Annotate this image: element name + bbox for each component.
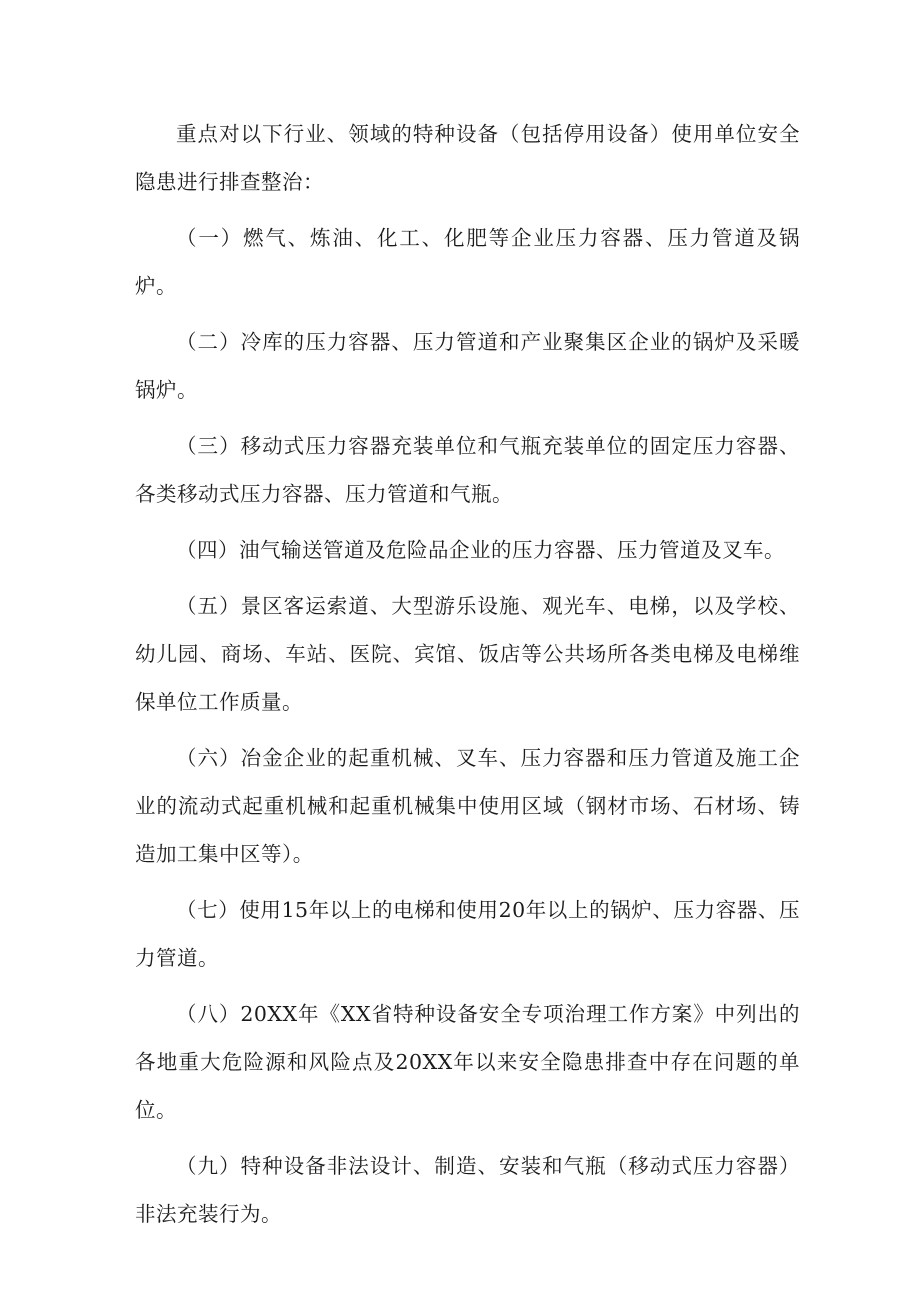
item-6-paragraph: （六）冶金企业的起重机械、叉车、压力容器和压力管道及施工企业的流动式起重机械和起重机械集中使用区域（钢材市场、石材场、铸造加工集中区等）。 — [135, 746, 800, 866]
item-9-paragraph: （九）特种设备非法设计、制造、安装和气瓶（移动式压力容器）非法充装行为。 — [135, 1154, 800, 1226]
item-1-paragraph: （一）燃气、炼油、化工、化肥等企业压力容器、压力管道及锅炉。 — [135, 226, 800, 298]
document-body — [135, 110, 800, 1246]
item-8-paragraph: （八）20XX年《XX省特种设备安全专项治理工作方案》中列出的各地重大危险源和风险点及20XX年以来安全隐患排查中存在问题的单位。 — [135, 1002, 800, 1122]
intro-paragraph: 重点对以下行业、领域的特种设备（包括停用设备）使用单位安全隐患进行排查整治： — [135, 122, 800, 194]
item-4-paragraph: （四）油气输送管道及危险品企业的压力容器、压力管道及叉车。 — [176, 538, 785, 562]
item-7-paragraph: （七）使用15年以上的电梯和使用20年以上的锅炉、压力容器、压力管道。 — [135, 898, 800, 970]
item-5-paragraph: （五）景区客运索道、大型游乐设施、观光车、电梯，以及学校、幼儿园、商场、车站、医院、宾馆、饭店等公共场所各类电梯及电梯维保单位工作质量。 — [135, 594, 800, 714]
item-2-paragraph: （二）冷库的压力容器、压力管道和产业聚集区企业的锅炉及采暖锅炉。 — [135, 330, 800, 402]
item-3-paragraph: （三）移动式压力容器充装单位和气瓶充装单位的固定压力容器、各类移动式压力容器、压力管道和气瓶。 — [135, 434, 800, 506]
